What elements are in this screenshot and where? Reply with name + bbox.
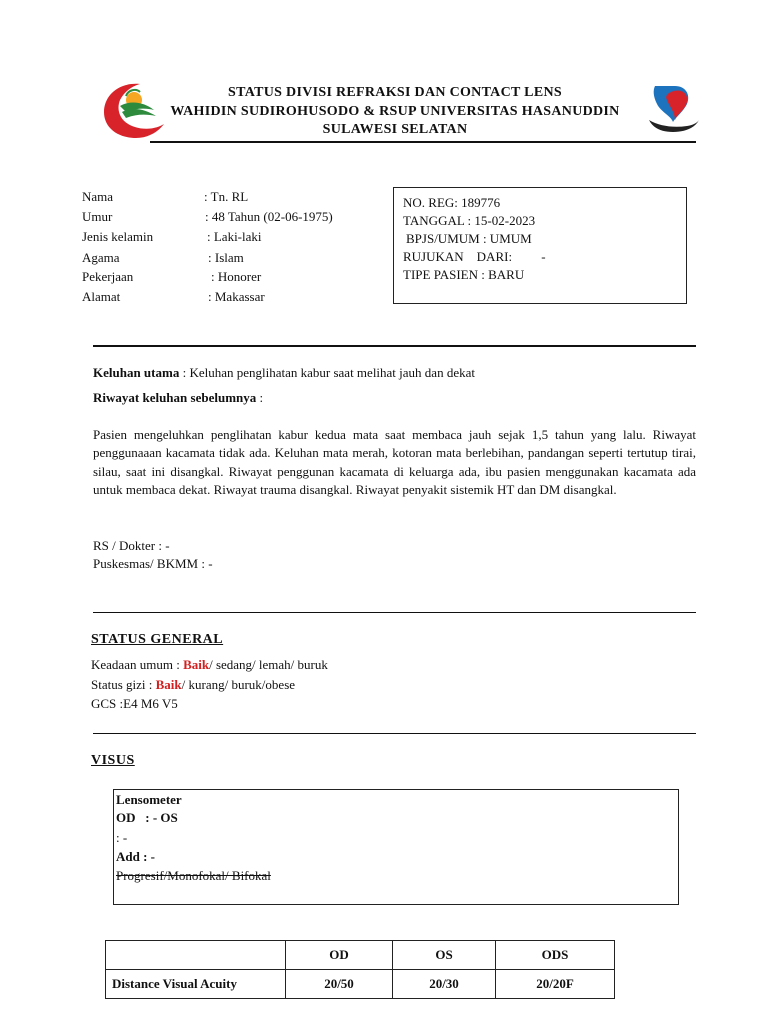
table-header-ods: ODS	[496, 941, 615, 970]
value-umur: : 48 Tahun (02-06-1975)	[205, 209, 333, 224]
value-pekerjaan: : Honorer	[211, 269, 262, 284]
table-row	[106, 970, 615, 999]
header-title-line2: WAHIDIN SUDIROHUSODO & RSUP UNIVERSITAS HASANUDDIN	[170, 104, 620, 119]
value-nama: : Tn. RL	[204, 189, 249, 204]
value-agama: : Islam	[208, 250, 244, 265]
lensometer-colon: : -	[116, 830, 128, 845]
gizi-prefix: Status gizi :	[91, 677, 156, 692]
rs-dokter: RS / Dokter : -	[93, 538, 170, 553]
section-divider-2	[93, 612, 696, 613]
main-complaint	[93, 365, 696, 381]
table-header-row	[106, 941, 615, 970]
visual-acuity-table	[105, 940, 615, 999]
header-divider	[150, 141, 696, 143]
reg-date: TANGGAL : 15-02-2023	[403, 213, 536, 228]
lensometer-box	[113, 789, 679, 905]
history-text: Pasien mengeluhkan penglihatan kabur kedua mata saat membaca jauh sejak 1,5 tahun yang lalu. Riwayat penggunaaan kacamata tidak ada. Keluhan mata merah, kotoran mata berlebihan, pandangan seperti tertutup tirai, silau, saat ini disangkal. Riwayat penggunan kacamata di keluarga ada, ibu pasien menggunakan kacamata ada untuk membaca dekat. Riwayat trauma disangkal. Riwayat penyakit sistemik HT dan DM disangkal.	[93, 427, 696, 498]
main-complaint-value: : Keluhan penglihatan kabur saat melihat jauh dan dekat	[179, 365, 475, 380]
university-hospital-logo-icon	[645, 82, 703, 134]
keadaan-prefix: Keadaan umum :	[91, 657, 184, 672]
table-header-od: OD	[286, 941, 393, 970]
lensometer-type: Progresif/Monofokal/ Bifokal	[116, 868, 271, 883]
reg-number: NO. REG: 189776	[403, 195, 501, 210]
history-heading	[93, 390, 263, 406]
status-general-title: STATUS GENERAL	[91, 632, 224, 647]
lensometer-title: Lensometer	[116, 792, 182, 807]
gizi-options: / kurang/ buruk/obese	[181, 677, 296, 692]
main-complaint-label: Keluhan utama	[93, 365, 180, 380]
dva-os: 20/30	[393, 970, 496, 999]
header-title-line3: SULAWESI SELATAN	[322, 122, 468, 137]
keadaan-umum	[91, 657, 328, 673]
value-alamat: : Makassar	[208, 289, 265, 304]
dva-label: Distance Visual Acuity	[106, 970, 286, 999]
label-nama: Nama	[82, 189, 114, 204]
history-colon: :	[256, 390, 264, 405]
section-divider-1	[93, 345, 696, 347]
label-umur: Umur	[82, 209, 113, 224]
history-label: Riwayat keluhan sebelumnya	[93, 390, 257, 405]
header-title-line1: STATUS DIVISI REFRAKSI DAN CONTACT LENS	[228, 85, 562, 100]
section-divider-3	[93, 733, 696, 734]
puskesmas: Puskesmas/ BKMM : -	[93, 556, 213, 571]
table-header-os: OS	[393, 941, 496, 970]
reg-patient-type: TIPE PASIEN : BARU	[403, 267, 525, 282]
reg-referral: RUJUKAN DARI: -	[403, 249, 546, 264]
label-alamat: Alamat	[82, 289, 121, 304]
status-gizi	[91, 677, 295, 693]
label-agama: Agama	[82, 250, 120, 265]
keadaan-options: / sedang/ lemah/ buruk	[209, 657, 328, 672]
table-header-empty	[106, 941, 286, 970]
gcs: GCS :E4 M6 V5	[91, 696, 178, 711]
keadaan-selected: Baik	[183, 657, 210, 672]
gizi-selected: Baik	[155, 677, 182, 692]
label-jenis-kelamin: Jenis kelamin	[82, 229, 154, 244]
visus-title: VISUS	[91, 753, 135, 768]
dva-od: 20/50	[286, 970, 393, 999]
label-pekerjaan: Pekerjaan	[82, 269, 134, 284]
reg-payment: BPJS/UMUM : UMUM	[406, 231, 532, 246]
dva-ods: 20/20F	[496, 970, 615, 999]
lensometer-add: Add : -	[116, 849, 156, 864]
lensometer-od-os: OD : - OS	[116, 810, 178, 825]
value-jenis-kelamin: : Laki-laki	[207, 229, 262, 244]
